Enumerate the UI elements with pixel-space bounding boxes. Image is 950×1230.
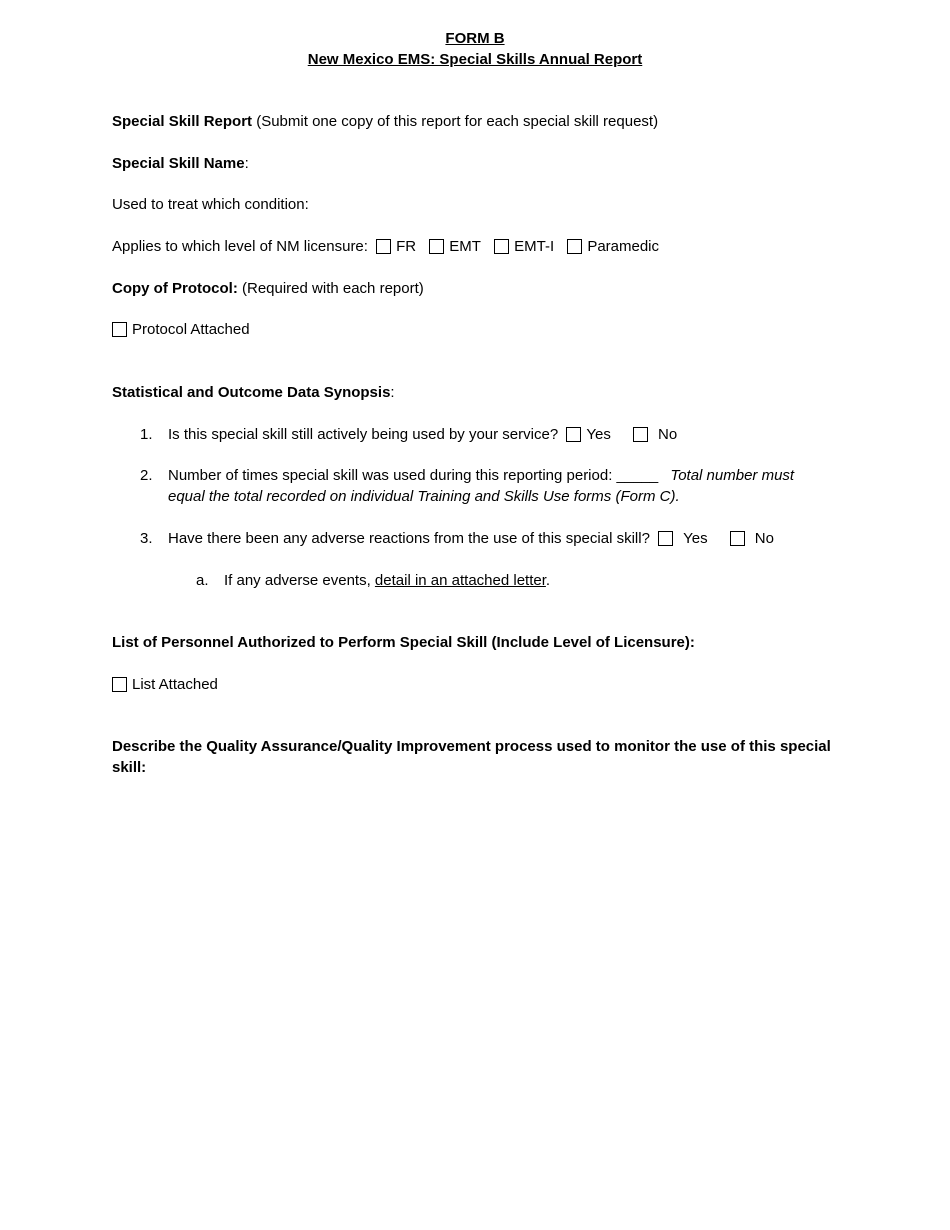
stats-heading-colon: : [390,384,395,401]
list-attached-label: List Attached [132,676,218,693]
condition-label: Used to treat which condition: [112,196,309,213]
q1-yes-label: Yes [586,426,611,443]
q3-yes-option[interactable] [658,529,707,549]
q2-note-line1: Total number must [670,467,795,484]
stats-heading: Statistical and Outcome Data Synopsis [112,384,391,401]
option-label-fr: FR [396,238,417,255]
licensure-option-emt-i[interactable] [494,237,554,257]
page-title: New Mexico EMS: Special Skills Annual Report [307,51,643,68]
personnel-heading: List of Personnel Authorized to Perform Special Skill (Include Level of Licensure): [112,634,695,651]
checkbox-emt-i[interactable] [494,239,509,254]
q3-row [168,529,783,549]
protocol-attached-label: Protocol Attached [132,321,250,338]
licensure-row [112,237,668,257]
skill-name-row [112,154,249,174]
option-label-emt: EMT [449,238,481,255]
q1-no-checkbox[interactable] [633,427,648,442]
q3-no-label: No [754,530,774,547]
protocol-attached-checkbox[interactable] [112,322,127,337]
q3-yes-checkbox[interactable] [658,531,673,546]
report-row [112,112,658,132]
report-label: Special Skill Report [112,113,253,130]
q1-yes-checkbox[interactable] [566,427,581,442]
q1-yes-option[interactable] [566,425,610,445]
stats-heading-row [112,383,395,403]
checkbox-fr[interactable] [376,239,391,254]
q1-number: 1. [140,426,153,443]
q1-no-label: No [658,426,678,443]
licensure-option-fr[interactable] [376,237,416,257]
checkbox-paramedic[interactable] [567,239,582,254]
q2-text: Number of times special skill was used during this reporting period: _____ [168,467,659,484]
qa-heading-line2: skill: [112,759,147,776]
qa-heading-line1: Describe the Quality Assurance/Quality Improvement process used to monitor the use of this special [112,738,831,755]
q3-no-checkbox[interactable] [730,531,745,546]
q3a-row [224,571,550,591]
form-label: FORM B [445,30,505,47]
q3-no-option[interactable] [730,529,774,549]
q3a-text: If any adverse events, [224,572,375,589]
q3-yes-label: Yes [683,530,708,547]
q2-note-line2: equal the total recorded on individual Training and Skills Use forms (Form C). [168,488,680,505]
option-label-emt-i: EMT-I [514,238,555,255]
protocol-attached-option[interactable] [112,320,250,340]
report-note: (Submit one copy of this report for each special skill request) [256,113,659,130]
q3a-attached-letter-link: detail in an attached letter [374,572,546,589]
licensure-option-paramedic[interactable] [567,237,659,257]
q1-no-option[interactable] [633,425,677,445]
checkbox-emt[interactable] [429,239,444,254]
q3-text: Have there been any adverse reactions from the use of this special skill? [168,530,650,547]
q3a-letter: a. [196,572,209,589]
option-label-paramedic: Paramedic [587,238,660,255]
skill-name-label: Special Skill Name [112,155,245,172]
q1-row [168,425,686,445]
q2-number: 2. [140,467,153,484]
q1-text: Is this special skill still actively being used by your service? [168,426,559,443]
licensure-label: Applies to which level of NM licensure: [112,238,368,255]
protocol-label: Copy of Protocol: [112,280,238,297]
q2-row [168,466,794,486]
list-attached-checkbox[interactable] [112,677,127,692]
protocol-row [112,279,424,299]
q3-number: 3. [140,530,153,547]
list-attached-option[interactable] [112,675,218,695]
q3a-period: . [545,572,551,589]
protocol-note: (Required with each report) [242,280,424,297]
licensure-option-emt[interactable] [429,237,481,257]
skill-name-colon: : [244,155,249,172]
